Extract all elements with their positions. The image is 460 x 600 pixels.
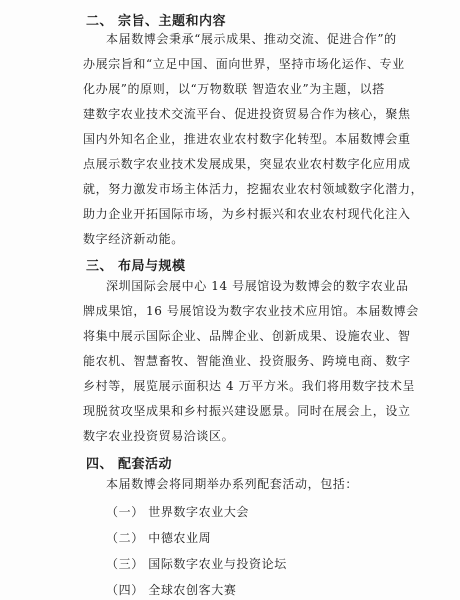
paragraph-line: 能农机、智慧畜牧、智能渔业、投资服务、跨境电商、数字	[83, 354, 411, 368]
section-heading-2: 二、 宗旨、主题和内容	[86, 14, 227, 29]
section-heading-3: 三、 布局与规模	[86, 259, 186, 274]
paragraph-line: 国内外知名企业，推进农业农村数字化转型。本届数博会重	[83, 132, 411, 146]
activity-item: （四） 全球农创客大赛	[106, 583, 237, 597]
paragraph-line: 本届数博会秉承“展示成果、推动交流、促进合作”的	[106, 32, 397, 46]
paragraph-line: 将集中展示国际企业、品牌企业、创新成果、设施农业、智	[83, 329, 411, 343]
paragraph-line: 现脱贫攻坚成果和乡村振兴建设愿景。同时在展会上，设立	[83, 404, 411, 418]
activity-item: （二） 中德农业周	[106, 531, 212, 545]
paragraph-line: 牌成果馆，16 号展馆设为数字农业技术应用馆。本届数博会	[83, 304, 419, 318]
paragraph-line: 办展宗旨和“立足中国、面向世界，坚持市场化运作、专业	[83, 57, 405, 71]
activity-item: （三） 国际数字农业与投资论坛	[106, 557, 287, 571]
section-heading-4: 四、 配套活动	[86, 457, 173, 472]
paragraph-line: 数字经济新动能。	[83, 232, 184, 246]
paragraph-line: 乡村等，展览展示面积达 4 万平方米。我们将用数字技术呈	[83, 379, 416, 393]
paragraph-line: 点展示数字农业技术发展成果，突显农业农村数字化应用成	[83, 157, 411, 171]
paragraph-line: 建数字农业技术交流平台、促进投资贸易合作为核心，聚焦	[83, 107, 411, 121]
paragraph-line: 就，努力激发市场主体活力，挖掘农业农村领域数字化潜力，	[83, 182, 424, 196]
activity-item: （一） 世界数字农业大会	[106, 505, 250, 519]
paragraph-line: 化办展”的原则，以“万物数联 智造农业”为主题，以搭	[83, 82, 385, 96]
paragraph-line: 本届数博会将同期举办系列配套活动，包括：	[106, 477, 359, 491]
paragraph-line: 数字农业投资贸易洽谈区。	[83, 429, 235, 443]
paragraph-line: 深圳国际会展中心 14 号展馆设为数博会的数字农业品	[106, 279, 409, 293]
paragraph-line: 助力企业开拓国际市场，为乡村振兴和农业农村现代化注入	[83, 207, 411, 221]
